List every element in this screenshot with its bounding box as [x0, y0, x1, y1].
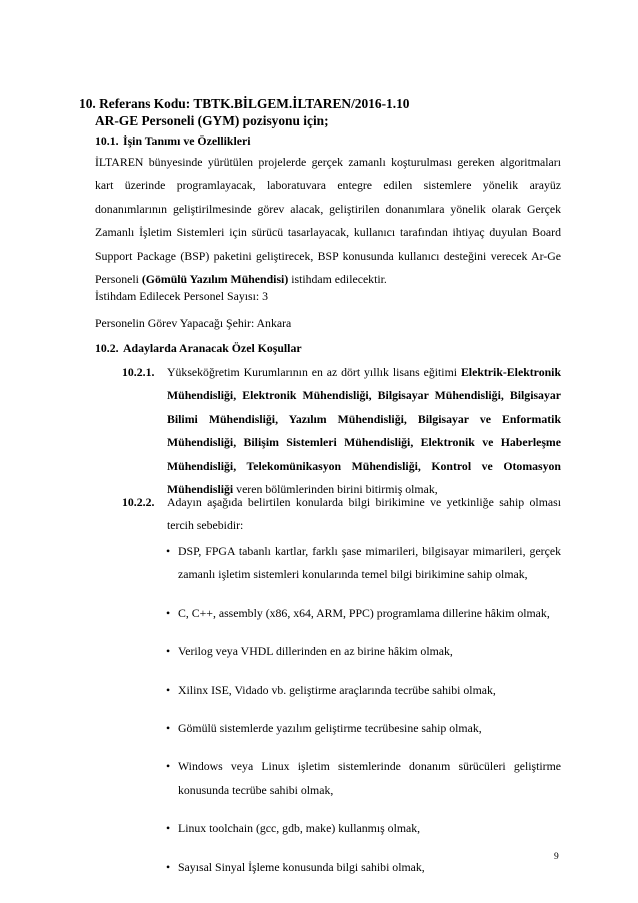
bullet-icon: •	[166, 544, 171, 558]
staff-count-line: İstihdam Edilecek Personel Sayısı: 3	[95, 289, 268, 303]
paragraph-text: İLTAREN bünyesinde yürütülen projelerde gerçek zamanlı koşturulması gereken algoritmaları kart üzerinde programlayacak, laboratuvara entegre edilen sistemlere yönelik arayüz donanımlarının geliştirilmesinde görev alacak, geliştirilen donanımlara yönelik olarak Gerçek Zamanlı İşletim Sistemleri için sürücü tasarlayacak, kullanıcı tarafından ihtiyaç duyulan Board Support Package (BSP) paketini geliştirecek, BSP konusunda kullanıcı desteğini verecek Ar-Ge Personeli	[95, 155, 561, 287]
requirement-text-post: veren bölümlerinden birini bitirmiş olmak,	[236, 482, 438, 497]
requirement-item-1	[122, 361, 561, 501]
list-item: • DSP, FPGA tabanlı kartlar, farklı şase mimarileri, bilgisayar mimarileri, gerçek zamanlı işletim sistemleri konularında temel bilgi birikimine sahip olmak,	[167, 540, 561, 587]
city-line: Personelin Görev Yapacağı Şehir: Ankara	[95, 316, 292, 330]
requirement-item-2	[122, 491, 561, 538]
position-title-heading: AR-GE Personeli (GYM) pozisyonu için;	[95, 113, 329, 128]
reference-code-heading: 10. Referans Kodu: TBTK.BİLGEM.İLTAREN/2016-1.10	[79, 96, 410, 111]
section-title: İşin Tanımı ve Özellikleri	[123, 134, 251, 148]
list-item: • Sayısal Sinyal İşleme konusunda bilgi sahibi olmak,	[167, 856, 561, 879]
list-item: • Gömülü sistemlerde yazılım geliştirme tecrübesine sahip olmak,	[167, 717, 561, 740]
bullet-icon: •	[166, 859, 171, 874]
section-heading-requirements	[95, 341, 302, 356]
bullet-icon: •	[166, 759, 171, 774]
section-number: 10.2.	[95, 341, 119, 355]
paragraph-bold-text: (Gömülü Yazılım Mühendisi)	[141, 272, 289, 287]
requirement-text-pre: Yükseköğretim Kurumlarının en az dört yıllık lisans eğitimi	[167, 365, 458, 379]
bullet-icon: •	[166, 682, 171, 697]
page-number: 9	[554, 852, 559, 862]
list-item: • Linux toolchain (gcc, gdb, make) kullanmış olmak,	[167, 817, 561, 840]
preferred-skills-list	[167, 540, 561, 894]
section-title: Adaylarda Aranacak Özel Koşullar	[123, 341, 302, 355]
bullet-icon: •	[166, 821, 171, 836]
requirement-text-bold: Elektrik-Elektronik Mühendisliği, Elektronik Mühendisliği, Bilgisayar Mühendisliği, Bilgisayar Bilimi Mühendisliği, Yazılım Mühendisliği, Bilgisayar ve Enformatik Mühendisliği, Bilişim Sistemleri Mühendisliği, Elektronik ve Haberleşme Mühendisliği, Telekomünikasyon Mühendisliği, Kontrol ve Otomasyon Mühendisliği	[167, 365, 562, 497]
requirement-number: 10.2.2.	[122, 495, 155, 509]
list-item: • Verilog veya VHDL dillerinden en az birine hâkim olmak,	[167, 640, 561, 663]
bullet-icon: •	[166, 605, 171, 620]
job-description-paragraph	[95, 151, 561, 291]
list-item: • Xilinx ISE, Vidado vb. geliştirme araçlarında tecrübe sahibi olmak,	[167, 679, 561, 702]
paragraph-text-end: istihdam edilecektir.	[291, 272, 387, 287]
requirement-number: 10.2.1.	[122, 365, 155, 379]
list-item: • Windows veya Linux işletim sistemlerinde donanım sürücüleri geliştirme konusunda tecrübe sahibi olmak,	[167, 755, 561, 802]
requirement-text	[167, 361, 561, 501]
requirement-text: Adayın aşağıda belirtilen konularda bilgi birikimine ve yetkinliğe sahip olması tercih sebebidir:	[167, 495, 561, 533]
bullet-icon: •	[166, 644, 171, 659]
bullet-icon: •	[166, 721, 171, 736]
list-item: • C, C++, assembly (x86, x64, ARM, PPC) programlama dillerine hâkim olmak,	[167, 602, 561, 625]
section-number: 10.1.	[95, 134, 119, 148]
section-heading-job-description	[95, 134, 251, 149]
